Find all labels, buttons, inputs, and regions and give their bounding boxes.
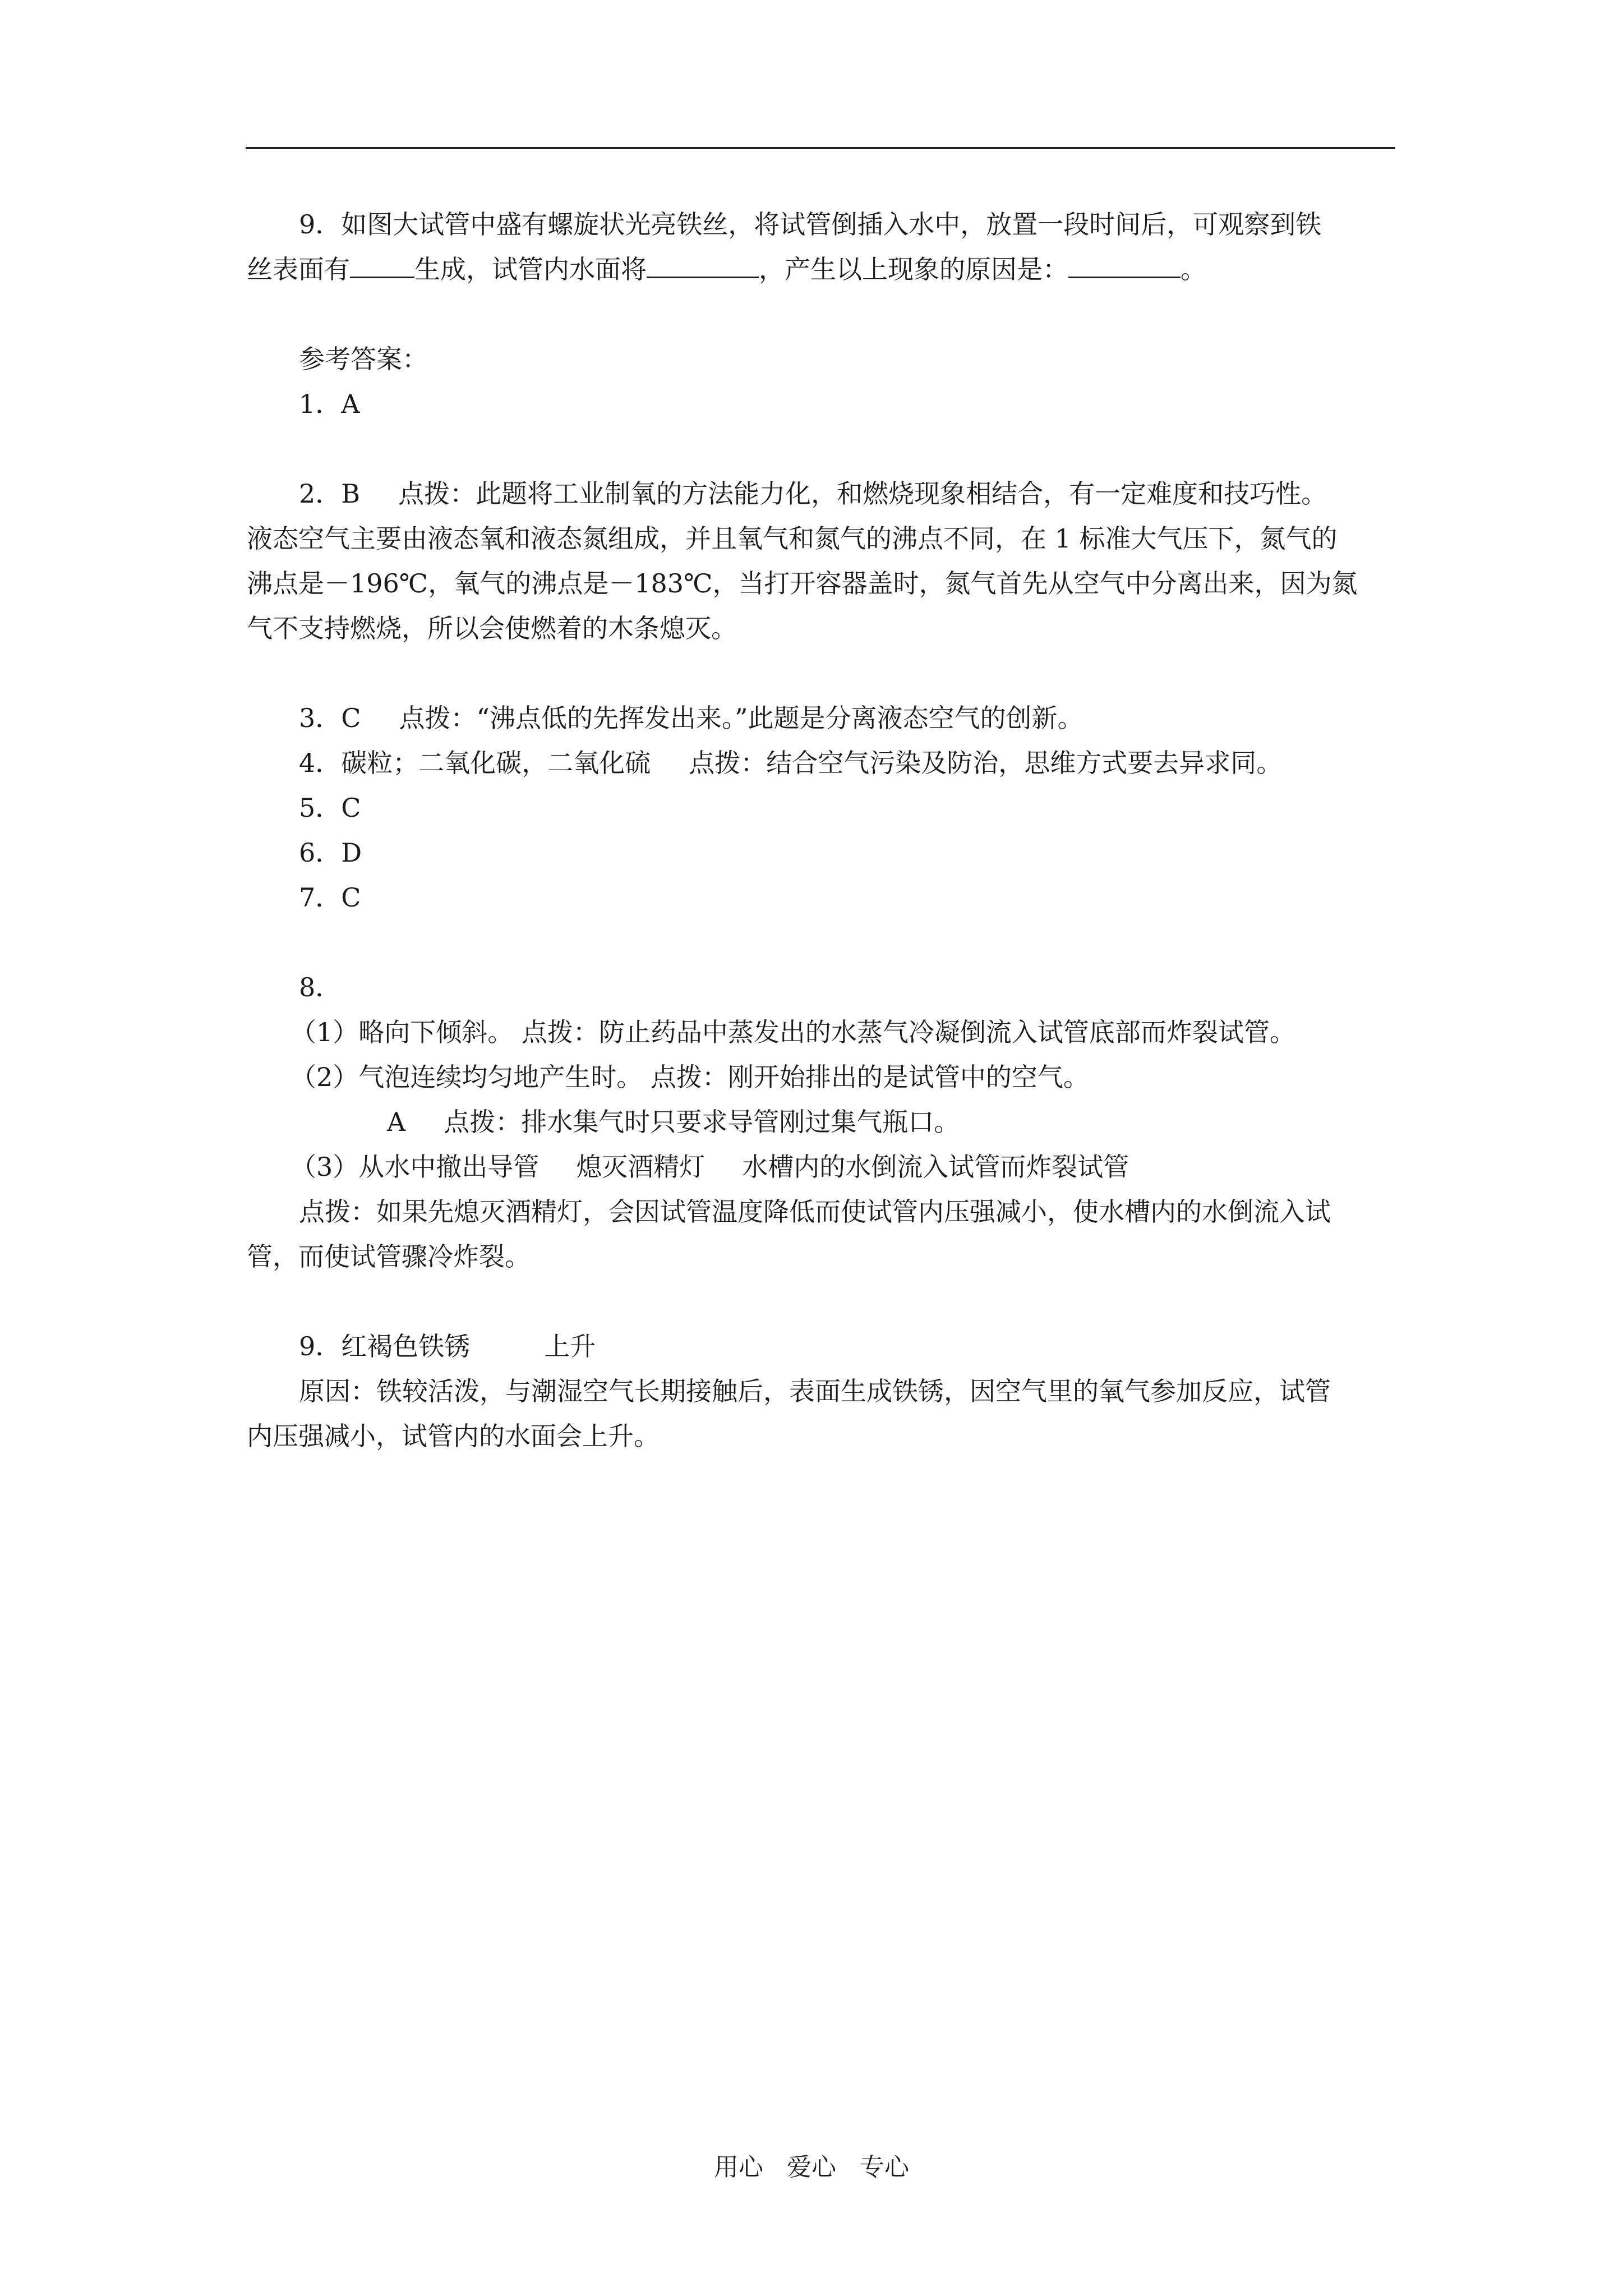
answer-8-note-line-2: 管，而使试管骤冷炸裂。 (247, 1241, 531, 1272)
answer-9-reason-line-1: 原因：铁较活泼，与潮湿空气长期接触后，表面生成铁锈，因空气里的氧气参加反应，试管 (299, 1376, 1331, 1406)
answers-heading: 参考答案： (299, 344, 428, 374)
question-9-text-c: ，产生以上现象的原因是： (759, 254, 1068, 284)
answer-4-hint: 点拨：结合空气污染及防治，思维方式要去异求同。 (689, 748, 1283, 778)
answer-9-label: 9．红褐色铁锈 (299, 1331, 471, 1361)
answer-5: 5．C (299, 793, 361, 823)
header-rule (246, 147, 1395, 149)
answer-8-part-2b (247, 1099, 1396, 1144)
answer-8-part-1: （1）略向下倾斜。 点拨：防止药品中蒸发出的水蒸气冷凝倒流入试管底部而炸裂试管。 (291, 1017, 1295, 1047)
answer-7: 7．C (299, 882, 361, 913)
answer-2-line-4: 气不支持燃烧，所以会使燃着的木条熄灭。 (247, 613, 737, 643)
answer-1: 1．A (299, 389, 360, 419)
question-9-text-b: 生成，试管内水面将 (414, 254, 647, 284)
answer-8-part-3-mid: 熄灭酒精灯 (576, 1152, 706, 1182)
question-9-text-a: 丝表面有 (247, 254, 350, 284)
question-9-text-d: 。 (1181, 254, 1206, 284)
answer-2-line-3: 沸点是－196℃，氧气的沸点是－183℃，当打开容器盖时，氮气首先从空气中分离出来，因为氮 (247, 568, 1358, 599)
answer-8-part-2b-hint: 点拨：排水集气时只要求导管刚过集气瓶口。 (444, 1107, 960, 1137)
answer-2-label: 2．B (299, 478, 361, 509)
answer-2-hint: 点拨：此题将工业制氧的方法能力化，和燃烧现象相结合，有一定难度和技巧性。 (398, 478, 1327, 509)
question-9-line-1: 9．如图大试管中盛有螺旋状光亮铁丝，将试管倒插入水中，放置一段时间后，可观察到铁 (299, 209, 1322, 240)
answer-blank-2 (647, 247, 759, 278)
answer-blank-3 (1068, 247, 1181, 278)
answer-9-reason-line-2: 内压强减小，试管内的水面会上升。 (247, 1421, 660, 1451)
answer-blank-1 (350, 247, 414, 278)
answer-8-part-3-end: 水槽内的水倒流入试管而炸裂试管 (742, 1152, 1129, 1182)
answer-3-label: 3．C (299, 703, 361, 733)
answer-3-hint: 点拨：“沸点低的先挥发出来。”此题是分离液态空气的创新。 (399, 703, 1083, 733)
answer-4-label: 4．碳粒；二氧化碳，二氧化硫 (299, 748, 651, 778)
answer-8-part-3 (247, 1144, 1396, 1189)
answer-8: 8． (299, 972, 342, 1002)
answer-2-line-1 (247, 471, 1396, 516)
answer-2-line-2: 液态空气主要由液态氧和液态氮组成，并且氧气和氮气的沸点不同，在 1 标准大气压下，氮气的 (247, 523, 1338, 554)
answer-8-part-3-label: （3）从水中撤出导管 (291, 1152, 540, 1182)
answer-9 (247, 1324, 1396, 1369)
answer-9-mid: 上升 (544, 1331, 596, 1361)
answer-8-part-2b-label: A (387, 1107, 406, 1137)
answer-4 (247, 740, 1396, 785)
page-footer: 用心 爱心 专心 (714, 2153, 909, 2182)
answer-6: 6．D (299, 838, 362, 868)
answer-3 (247, 696, 1396, 740)
question-9-line-2 (247, 247, 1396, 292)
answer-8-note-line-1: 点拨：如果先熄灭酒精灯，会因试管温度降低而使试管内压强减小，使水槽内的水倒流入试 (299, 1197, 1331, 1227)
document-body (247, 202, 1396, 1458)
answer-8-part-2: （2）气泡连续均匀地产生时。 点拨：刚开始排出的是试管中的空气。 (291, 1062, 1089, 1092)
